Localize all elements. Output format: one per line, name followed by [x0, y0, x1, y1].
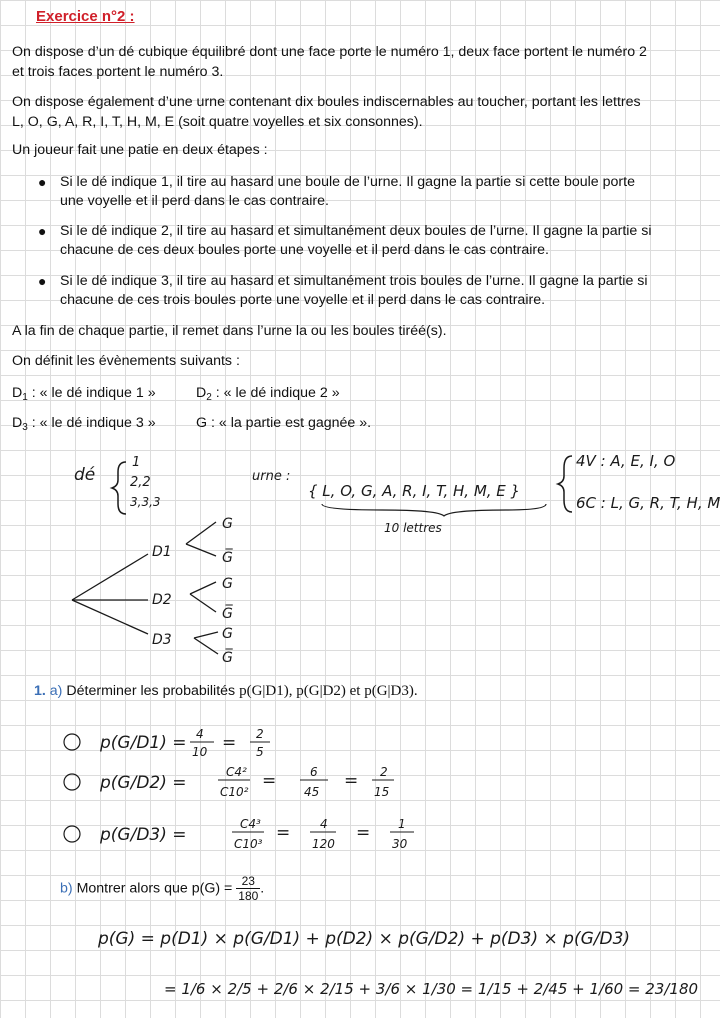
event-d3 — [12, 413, 156, 438]
question-letter: b) — [60, 880, 73, 897]
tree-branch — [72, 554, 148, 600]
tree-node-g: G — [222, 576, 233, 592]
text-line: chacune de ces trois boules porte une voyelle et il perd dans le cas contraire. — [60, 292, 546, 308]
event-text: : « le dé indique 2 » — [211, 385, 340, 401]
tree-node-gbar: G̅ — [222, 650, 233, 666]
equals-sign: = — [356, 823, 371, 843]
event-subscript: 1 — [22, 392, 28, 403]
answer-lhs: p(G/D3) = — [100, 825, 187, 845]
fraction-den: C10³ — [234, 837, 263, 851]
fraction-den: 45 — [304, 785, 320, 799]
answer-marker — [64, 774, 80, 790]
tree-node-d3: D3 — [152, 632, 172, 648]
handwritten-answers-b — [0, 912, 720, 1012]
text-line: Si le dé indique 3, il tire au hasard et simultanément trois boules de l’urne. Il gagne la partie si — [60, 273, 648, 289]
question-number: 1. — [34, 683, 46, 699]
die-value: 2,2 — [130, 475, 151, 490]
die-value: 1 — [132, 455, 141, 470]
tree-branch — [194, 638, 218, 654]
tree-branch — [190, 594, 216, 612]
bullet-item — [60, 272, 716, 310]
probability-tree — [72, 522, 218, 654]
tree-node-d1: D1 — [152, 544, 172, 560]
fraction-den: 10 — [192, 745, 208, 759]
consonants-text: 6C : L, G, R, T, H, M — [576, 494, 720, 512]
fraction-num: 2 — [380, 765, 388, 779]
die-label: dé — [74, 465, 96, 485]
bullet-item — [60, 173, 716, 211]
handwritten-answers-a — [0, 712, 720, 862]
answer-line: p(G) = p(D1) × p(G/D1) + p(D2) × p(G/D2) + p(D3) × p(G/D3) — [98, 929, 631, 949]
fraction-den: 5 — [256, 745, 264, 759]
fraction-num: C4² — [226, 765, 247, 779]
text-line: une voyelle et il perd dans le cas contraire. — [60, 193, 329, 209]
answer-marker — [64, 734, 80, 750]
fraction-num: 1 — [398, 817, 406, 831]
fraction-den: 15 — [374, 785, 390, 799]
urn-set: { L, O, G, A, R, I, T, H, M, E } — [308, 482, 521, 500]
paragraph-urn — [12, 92, 641, 132]
fraction-den: 30 — [392, 837, 408, 851]
event-text: : « le dé indique 1 » — [27, 385, 156, 401]
answer-line: = 1/6 × 2/5 + 2/6 × 2/15 + 3/6 × 1/30 = 1/15 + 2/45 + 1/60 = 23/180 — [164, 980, 699, 998]
fraction-num: C4³ — [240, 817, 261, 831]
equals-sign: = — [262, 771, 277, 791]
die-value: 3,3,3 — [130, 495, 161, 509]
event-subscript: 3 — [22, 422, 28, 433]
equals-sign: = — [276, 823, 291, 843]
event-letter: D — [12, 385, 23, 401]
text-line: et trois faces portent le numéro 3. — [12, 64, 224, 80]
answer-lhs: p(G/D1) = — [100, 733, 187, 753]
answer-lhs: p(G/D2) = — [100, 773, 187, 793]
urn-label: urne : — [252, 469, 291, 484]
bullet-dot: ● — [38, 174, 47, 190]
paragraph-game: Un joueur fait une patie en deux étapes : — [12, 142, 268, 158]
event-g: G : « la partie est gagnée ». — [196, 415, 372, 431]
fraction-den: 120 — [312, 837, 335, 851]
tree-node-g: G — [222, 626, 233, 642]
urn-brace-label: 10 lettres — [384, 521, 442, 535]
event-subscript: 2 — [206, 392, 212, 403]
fraction-num: 6 — [310, 765, 318, 779]
question-math: p(G|D1), p(G|D2) et p(G|D3). — [239, 683, 418, 699]
bullet-dot: ● — [38, 223, 47, 239]
text-line: Si le dé indique 1, il tire au hasard une boule de l’urne. Il gagne la partie si cette boule porte — [60, 174, 635, 190]
vowels-text: 4V : A, E, I, O — [576, 452, 676, 470]
fraction-num: 2 — [256, 727, 264, 741]
text-line: Si le dé indique 2, il tire au hasard et simultanément deux boules de l’urne. Il gagne la partie si — [60, 223, 652, 239]
tree-branch — [194, 632, 218, 638]
fraction-den: 180 — [238, 889, 259, 903]
text-line: On dispose d’un dé cubique équilibré dont une face porte le numéro 1, deux face portent le numéro 2 — [12, 44, 647, 60]
tree-branch — [186, 544, 216, 556]
exercise-title: Exercice n°2 : — [36, 8, 135, 25]
text-line: On dispose également d’une urne contenant dix boules indiscernables au toucher, portant les lettres — [12, 94, 641, 110]
question-text: Déterminer les probabilités — [66, 683, 236, 699]
tree-node-gbar: G̅ — [222, 606, 233, 622]
tree-branch — [190, 582, 216, 594]
tree-node-gbar: G̅ — [222, 550, 233, 566]
letters-brace — [558, 456, 572, 512]
paragraph-reset: A la fin de chaque partie, il remet dans l’urne la ou les boules tiréé(s). — [12, 323, 447, 339]
event-d1 — [12, 383, 156, 408]
fraction-num: 23 — [236, 874, 260, 889]
tree-node-d2: D2 — [152, 592, 172, 608]
event-letter: D — [12, 415, 23, 431]
answer-marker — [64, 826, 80, 842]
fraction-den: C10² — [220, 785, 249, 799]
event-d2 — [196, 383, 340, 408]
tree-branch — [186, 522, 216, 544]
text-line: L, O, G, A, R, I, T, H, M, E (soit quatre voyelles et six consonnes). — [12, 114, 423, 130]
event-text: : « le dé indique 3 » — [27, 415, 156, 431]
question-text: Montrer alors que p(G) = — [76, 880, 233, 897]
question-1a — [34, 683, 418, 700]
question-1b — [60, 874, 264, 903]
urn-underbrace — [322, 504, 546, 516]
bullet-item — [60, 222, 716, 260]
text-line: chacune de ces deux boules porte une voyelle et il perd dans le cas contraire. — [60, 242, 549, 258]
question-letter: a) — [49, 683, 63, 699]
handwritten-diagram — [0, 448, 720, 678]
fraction — [236, 874, 260, 903]
bullet-dot: ● — [38, 273, 47, 289]
tree-node-g: G — [222, 516, 233, 532]
equals-sign: = — [344, 771, 359, 791]
question-end: . — [260, 880, 265, 897]
paragraph-events: On définit les évènements suivants : — [12, 353, 240, 369]
fraction-num: 4 — [320, 817, 328, 831]
equals-sign: = — [222, 733, 237, 753]
paragraph-die — [12, 42, 647, 82]
die-brace — [112, 462, 126, 514]
tree-branch — [72, 600, 148, 634]
fraction-num: 4 — [196, 727, 204, 741]
event-letter: D — [196, 385, 207, 401]
